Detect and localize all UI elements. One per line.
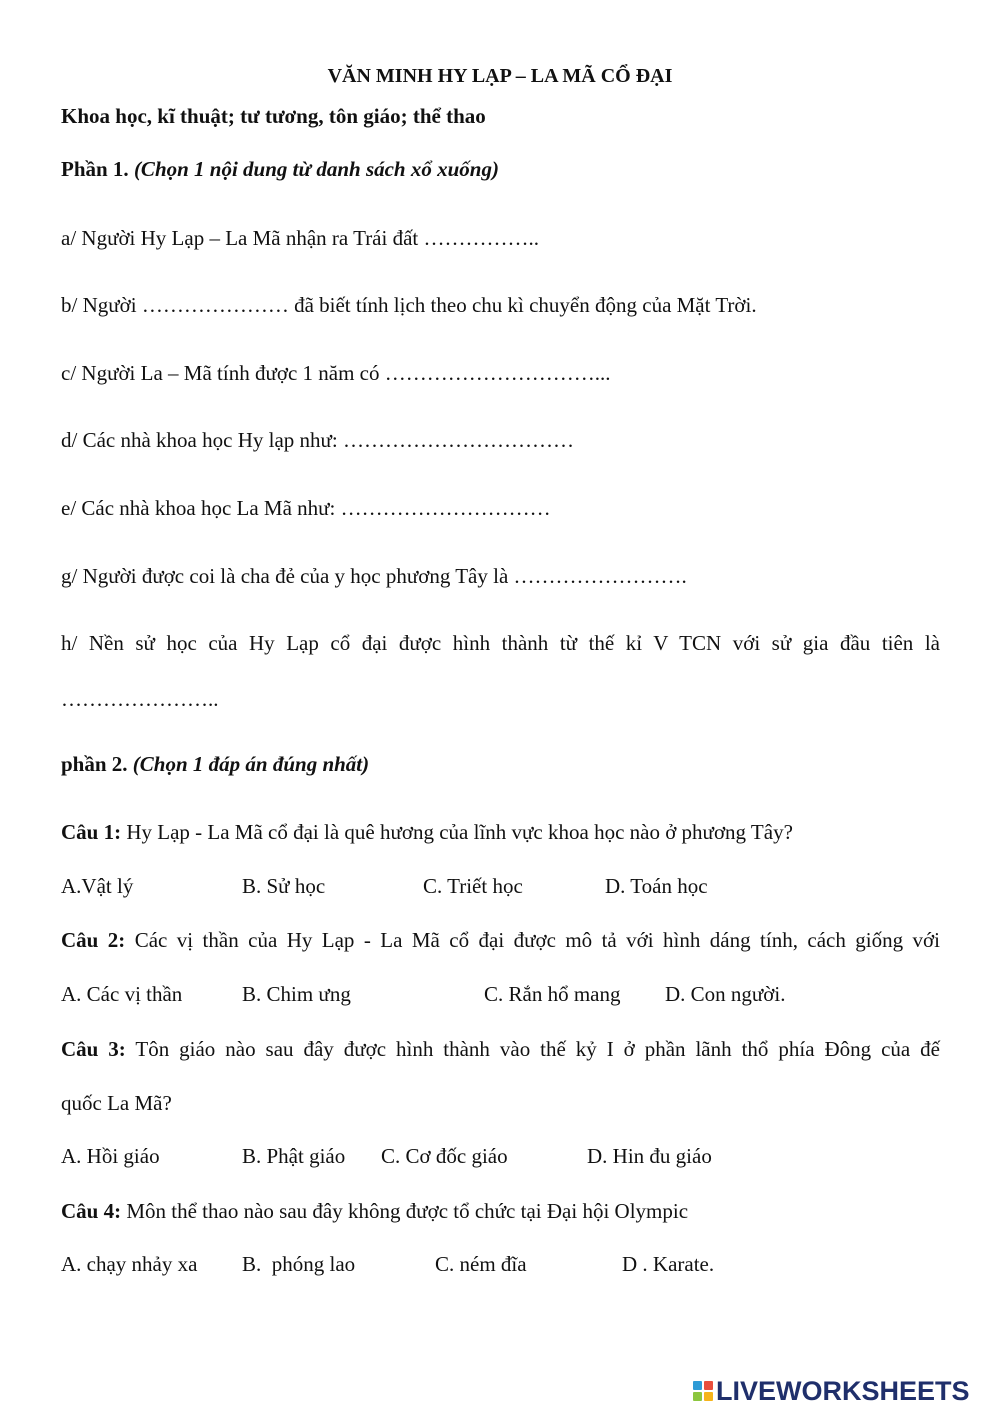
q4-option-a[interactable]: A. chạy nhảy xa (61, 1252, 198, 1276)
q2-option-a[interactable]: A. Các vị thần (61, 982, 183, 1006)
fill-item-c[interactable]: c/ Người La – Mã tính được 1 năm có …………………………... (61, 361, 611, 385)
question-label: Câu 2: (61, 928, 126, 952)
q4-option-b[interactable]: B. phóng lao (242, 1252, 356, 1276)
question-3 (61, 1039, 940, 1060)
question-2 (61, 930, 940, 951)
q3-option-c[interactable]: C. Cơ đốc giáo (381, 1144, 508, 1168)
question-text: Môn thể thao nào sau đây không được tổ chức tại Đại hội Olympic (126, 1199, 689, 1223)
q2-option-c[interactable]: C. Rắn hổ mang (484, 982, 621, 1006)
part1-label: Phần 1. (61, 157, 129, 181)
q3-option-b[interactable]: B. Phật giáo (242, 1144, 346, 1168)
page-title: VĂN MINH HY LẠP – LA MÃ CỔ ĐẠI (327, 65, 673, 87)
liveworksheets-logo[interactable] (693, 1376, 970, 1406)
q2-option-d[interactable]: D. Con người. (665, 982, 786, 1006)
question-label: Câu 4: (61, 1199, 122, 1223)
question-text: Tôn giáo nào sau đây được hình thành vào thế kỷ I ở phần lãnh thổ phía Đông của đế (135, 1037, 940, 1061)
q3-option-d[interactable]: D. Hin đu giáo (587, 1144, 712, 1168)
logo-tile (704, 1392, 713, 1401)
q1-option-c[interactable]: C. Triết học (423, 874, 523, 898)
logo-text: LIVEWORKSHEETS (716, 1375, 970, 1406)
part1-instruction: (Chọn 1 nội dung từ danh sách xổ xuống) (133, 157, 499, 181)
logo-tile (693, 1392, 702, 1401)
q4-option-c[interactable]: C. ném đĩa (435, 1252, 527, 1276)
fill-item-d[interactable]: d/ Các nhà khoa học Hy lạp như: …………………………… (61, 428, 574, 452)
fill-item-g[interactable]: g/ Người được coi là cha đẻ của y học phương Tây là ……………………. (61, 564, 687, 588)
fill-item-h[interactable]: h/ Nền sử học của Hy Lạp cổ đại được hình thành từ thế kỉ V TCN với sử gia đầu tiên là (61, 631, 940, 655)
part2-label: phần 2. (61, 752, 128, 776)
q1-option-b[interactable]: B. Sử học (242, 874, 326, 898)
logo-tile (693, 1381, 702, 1390)
question-text: Hy Lạp - La Mã cổ đại là quê hương của lĩnh vực khoa học nào ở phương Tây? (121, 820, 793, 844)
fill-item-a[interactable]: a/ Người Hy Lạp – La Mã nhận ra Trái đất …………….. (61, 226, 539, 250)
question-text: Các vị thần của Hy Lạp - La Mã cổ đại được mô tả với hình dáng tính, cách giống với (134, 928, 940, 952)
question-1 (61, 822, 793, 843)
q2-option-b[interactable]: B. Chim ưng (242, 982, 351, 1006)
question-3-continued: quốc La Mã? (61, 1091, 172, 1115)
part2-instruction: (Chọn 1 đáp án đúng nhất) (132, 752, 370, 776)
subtitle: Khoa học, kĩ thuật; tư tương, tôn giáo; thể thao (61, 104, 486, 128)
fill-item-h-blank[interactable]: ………………….. (61, 687, 219, 711)
part1-heading (61, 159, 499, 180)
q4-option-d[interactable]: D . Karate. (622, 1252, 715, 1276)
q1-option-a[interactable]: A.Vật lý (61, 874, 134, 898)
question-4 (61, 1201, 688, 1222)
question-label: Câu 1: (61, 820, 122, 844)
question-label: Câu 3: (61, 1037, 126, 1061)
liveworksheets-logo-icon (693, 1381, 713, 1401)
logo-tile (704, 1381, 713, 1390)
fill-item-b[interactable]: b/ Người ………………… đã biết tính lịch theo chu kì chuyển động của Mặt Trời. (61, 293, 757, 317)
q1-option-d[interactable]: D. Toán học (605, 874, 708, 898)
part2-heading (61, 754, 369, 775)
q3-option-a[interactable]: A. Hồi giáo (61, 1144, 160, 1168)
fill-item-e[interactable]: e/ Các nhà khoa học La Mã như: ………………………… (61, 496, 551, 520)
